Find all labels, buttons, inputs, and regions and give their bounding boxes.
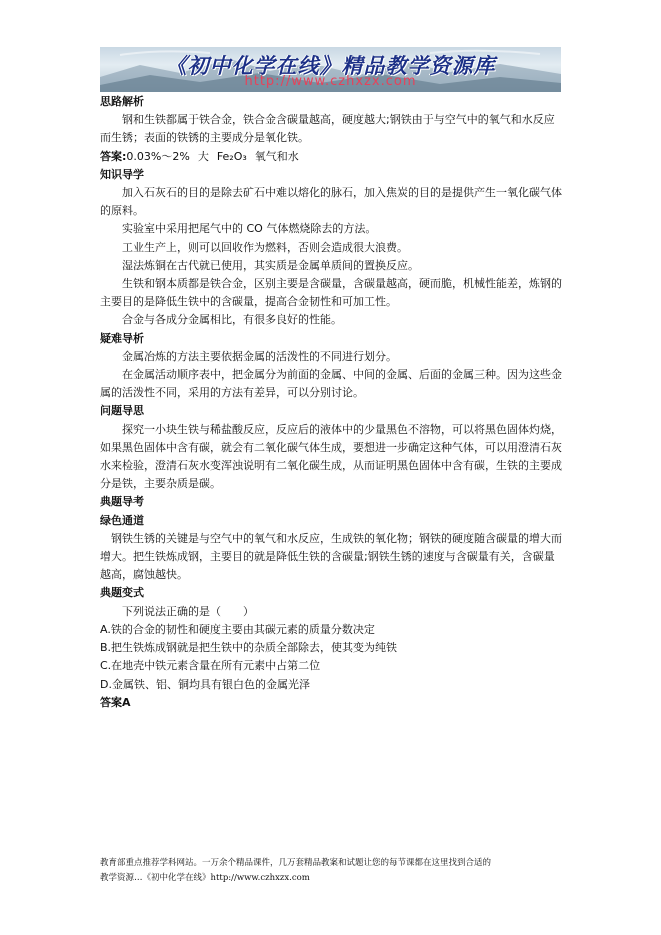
answer-value: 氧气和水 [254, 149, 299, 163]
paragraph: 钢和生铁都属于铁合金，铁合金含碳量越高，硬度越大;钢铁由于与空气中的氧气和水反应而生锈；表面的铁锈的主要成分是氧化铁。 [100, 113, 555, 145]
paragraph: 合金与各成分金属相比，有很多良好的性能。 [122, 313, 342, 327]
footer-line [100, 871, 562, 886]
answer-value: 大 [197, 149, 209, 163]
section-heading-difficulty: 疑难导析 [100, 331, 144, 345]
banner-title: 《初中化学在线》精品教学资源库 [165, 53, 496, 78]
answer-text: 答案A [100, 695, 131, 709]
paragraph: 金属冶炼的方法主要依据金属的活泼性的不同进行划分。 [122, 349, 397, 363]
header-banner [100, 47, 561, 92]
option-d: D.金属铁、铝、铜均具有银白色的金属光泽 [100, 677, 310, 691]
paragraph: 湿法炼铜在古代就已使用，其实质是金属单质间的置换反应。 [122, 258, 419, 272]
footer-line: 教育部重点推荐学科网站。一万余个精品课件，几万套精品教案和试题让您的每节课都在这里找到合适的 [100, 858, 492, 868]
option-b: B.把生铁炼成钢就是把生铁中的杂质全部除去，使其变为纯铁 [100, 641, 398, 655]
paragraph: 生铁和钢本质都是铁合金，区别主要是含碳量，含碳量越高，硬而脆，机械性能差，炼钢的主要目的是降低生铁中的含碳量，提高合金韧性和可加工性。 [100, 277, 562, 309]
paragraph: 在金属活动顺序表中，把金属分为前面的金属、中间的金属、后面的金属三种。因为这些金属的活泼性不同，采用的方法有差异，可以分别讨论。 [100, 368, 562, 400]
paragraph: 工业生产上，则可以回收作为燃料，否则会造成很大浪费。 [122, 240, 408, 254]
page-footer [100, 856, 562, 886]
paragraph: 加入石灰石的目的是除去矿石中难以熔化的脉石，加入焦炭的目的是提供产生一氧化碳气体的原料。 [100, 186, 562, 218]
paragraph: 实验室中采用把尾气中的 CO 气体燃烧除去的方法。 [122, 222, 377, 236]
section-heading-variant: 典题变式 [100, 586, 144, 600]
section-heading-knowledge: 知识导学 [100, 167, 144, 181]
footer-url-link[interactable]: http://www.czhxzx.com [210, 873, 310, 883]
paragraph: 探究一小块生铁与稀盐酸反应，反应后的液体中的少量黑色不溶物，可以将黑色固体灼烧，如果黑色固体中含有碳，就会有二氧化碳气体生成，要想进一步确定这种气体，可以用澄清石灰水来检验，澄清石灰水变浑浊说明有二氧化碳生成，从而证明黑色固体中含有碳，生铁的主要成分是铁，主要杂质是碳。 [100, 422, 562, 491]
subsection-heading-green: 绿色通道 [100, 513, 144, 527]
answer-value: Fe₂O₃ [216, 149, 247, 163]
option-a: A.铁的合金的韧性和硬度主要由其碳元素的质量分数决定 [100, 622, 375, 636]
answer-label: 答案: [100, 149, 127, 163]
question-stem: 下列说法正确的是（ ） [122, 604, 254, 618]
document-body [100, 93, 562, 712]
answer-line [100, 148, 562, 166]
section-heading-question: 问题导思 [100, 404, 144, 418]
footer-site-name: 教学资源…《初中化学在线》 [100, 873, 211, 883]
section-heading-exam: 典题导考 [100, 495, 144, 509]
option-c: C.在地壳中铁元素含量在所有元素中占第二位 [100, 659, 321, 673]
section-heading-analysis: 思路解析 [100, 95, 144, 108]
banner-url-link[interactable]: http://www.czhxzx.com [244, 74, 417, 89]
answer-value: 0.03%～2% [126, 149, 190, 163]
paragraph: 钢铁生锈的关键是与空气中的氧气和水反应，生成铁的氧化物；钢铁的硬度随含碳量的增大而增大。把生铁炼成钢，主要目的就是降低生铁的含碳量;钢铁生锈的速度与含碳量有关，含碳量越高，腐蚀越快。 [100, 531, 562, 582]
